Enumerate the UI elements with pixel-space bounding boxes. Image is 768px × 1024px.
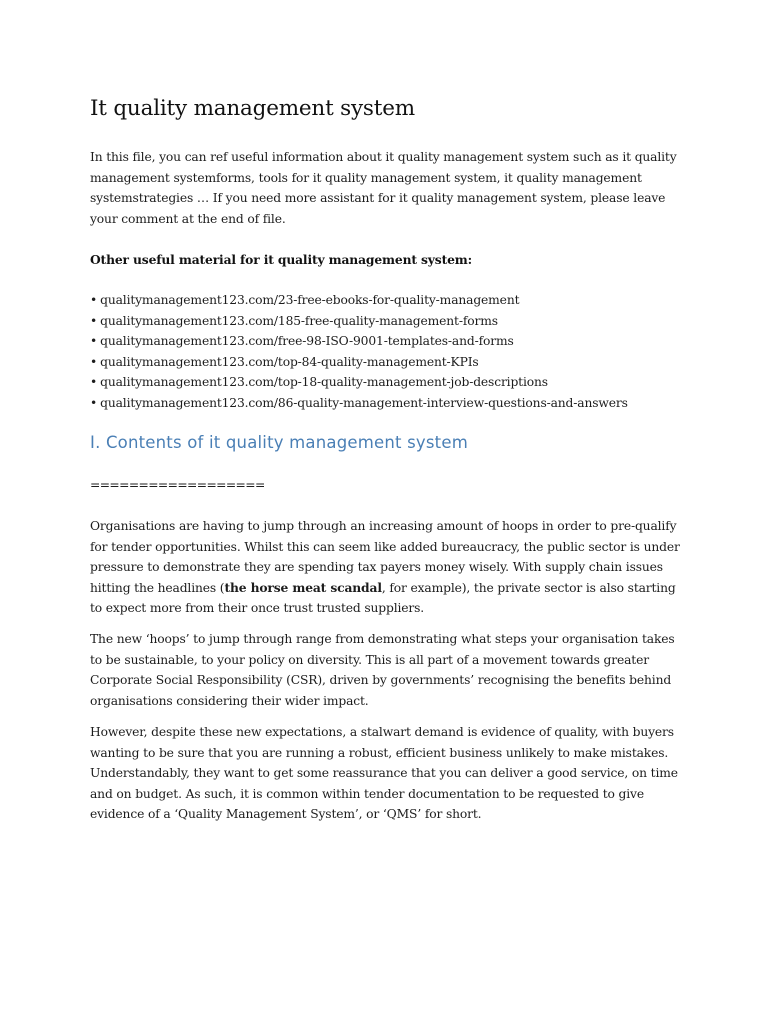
body-paragraph-2: The new ‘hoops’ to jump through range from demonstrating what steps your organisation takes to be sustainable, to your policy on diversity. This is all part of a movement towards greater Corporate Social Responsibility (CSR), driven by governments’ recognising the benefits behind organisations considering their wider impact. [90, 632, 675, 708]
other-material-heading: Other useful material for it quality management system: [90, 252, 473, 267]
resource-link[interactable]: qualitymanagement123.com/top-18-quality-management-job-descriptions [100, 375, 548, 390]
paragraph-text: Organisations are having to jump through an increasing amount of hoops in order to pre-qualify for tender opportunities. Whilst this can seem like added bureaucracy, the public sector is under pressure to demonstrate they are spending tax payers money wisely. With supply chain issues hitting the headlines ( [90, 519, 680, 595]
bullet-icon: • [90, 313, 98, 328]
body-paragraph-1 [90, 516, 680, 619]
bold-phrase: the horse meat scandal [224, 579, 382, 595]
resource-link[interactable]: qualitymanagement123.com/top-84-quality-management-KPIs [100, 354, 479, 369]
paragraph-text: , for example), the private sector is also starting to expect more from their once trust trusted suppliers. [90, 580, 676, 615]
document-title: It quality management system [90, 96, 415, 121]
bullet-icon: • [90, 395, 98, 410]
list-item [90, 372, 628, 393]
list-item [90, 331, 628, 352]
resource-link-list [90, 290, 628, 414]
body-paragraph-3: However, despite these new expectations, a stalwart demand is evidence of quality, with buyers wanting to be sure that you are running a robust, efficient business unlikely to make mistakes. Understandably, they want to get some reassurance that you can deliver a good service, on time and on budget. As such, it is common within tender documentation to be requested to give evidence of a ‘Quality Management System’, or ‘QMS’ for short. [90, 725, 678, 821]
list-item [90, 393, 628, 414]
list-item [90, 311, 628, 332]
resource-link[interactable]: qualitymanagement123.com/23-free-ebooks-for-quality-management [100, 293, 520, 307]
intro-paragraph: In this file, you can ref useful information about it quality management system such as it quality management systemforms, tools for it quality management system, it quality management systemstrategies … If you need more assistant for it quality management system, please leave your comment at the end of file. [90, 150, 677, 226]
resource-link[interactable]: qualitymanagement123.com/free-98-ISO-9001-templates-and-forms [100, 334, 514, 349]
section-heading: I. Contents of it quality management system [90, 433, 468, 452]
bullet-icon: • [90, 354, 98, 369]
bullet-icon: • [90, 375, 98, 390]
divider-line: ================== [90, 478, 265, 492]
bullet-icon: • [90, 293, 98, 307]
bullet-icon: • [90, 334, 98, 349]
list-item [90, 290, 628, 311]
resource-link[interactable]: qualitymanagement123.com/86-quality-management-interview-questions-and-answers [100, 395, 628, 410]
list-item [90, 352, 628, 373]
resource-link[interactable]: qualitymanagement123.com/185-free-quality-management-forms [100, 313, 498, 328]
